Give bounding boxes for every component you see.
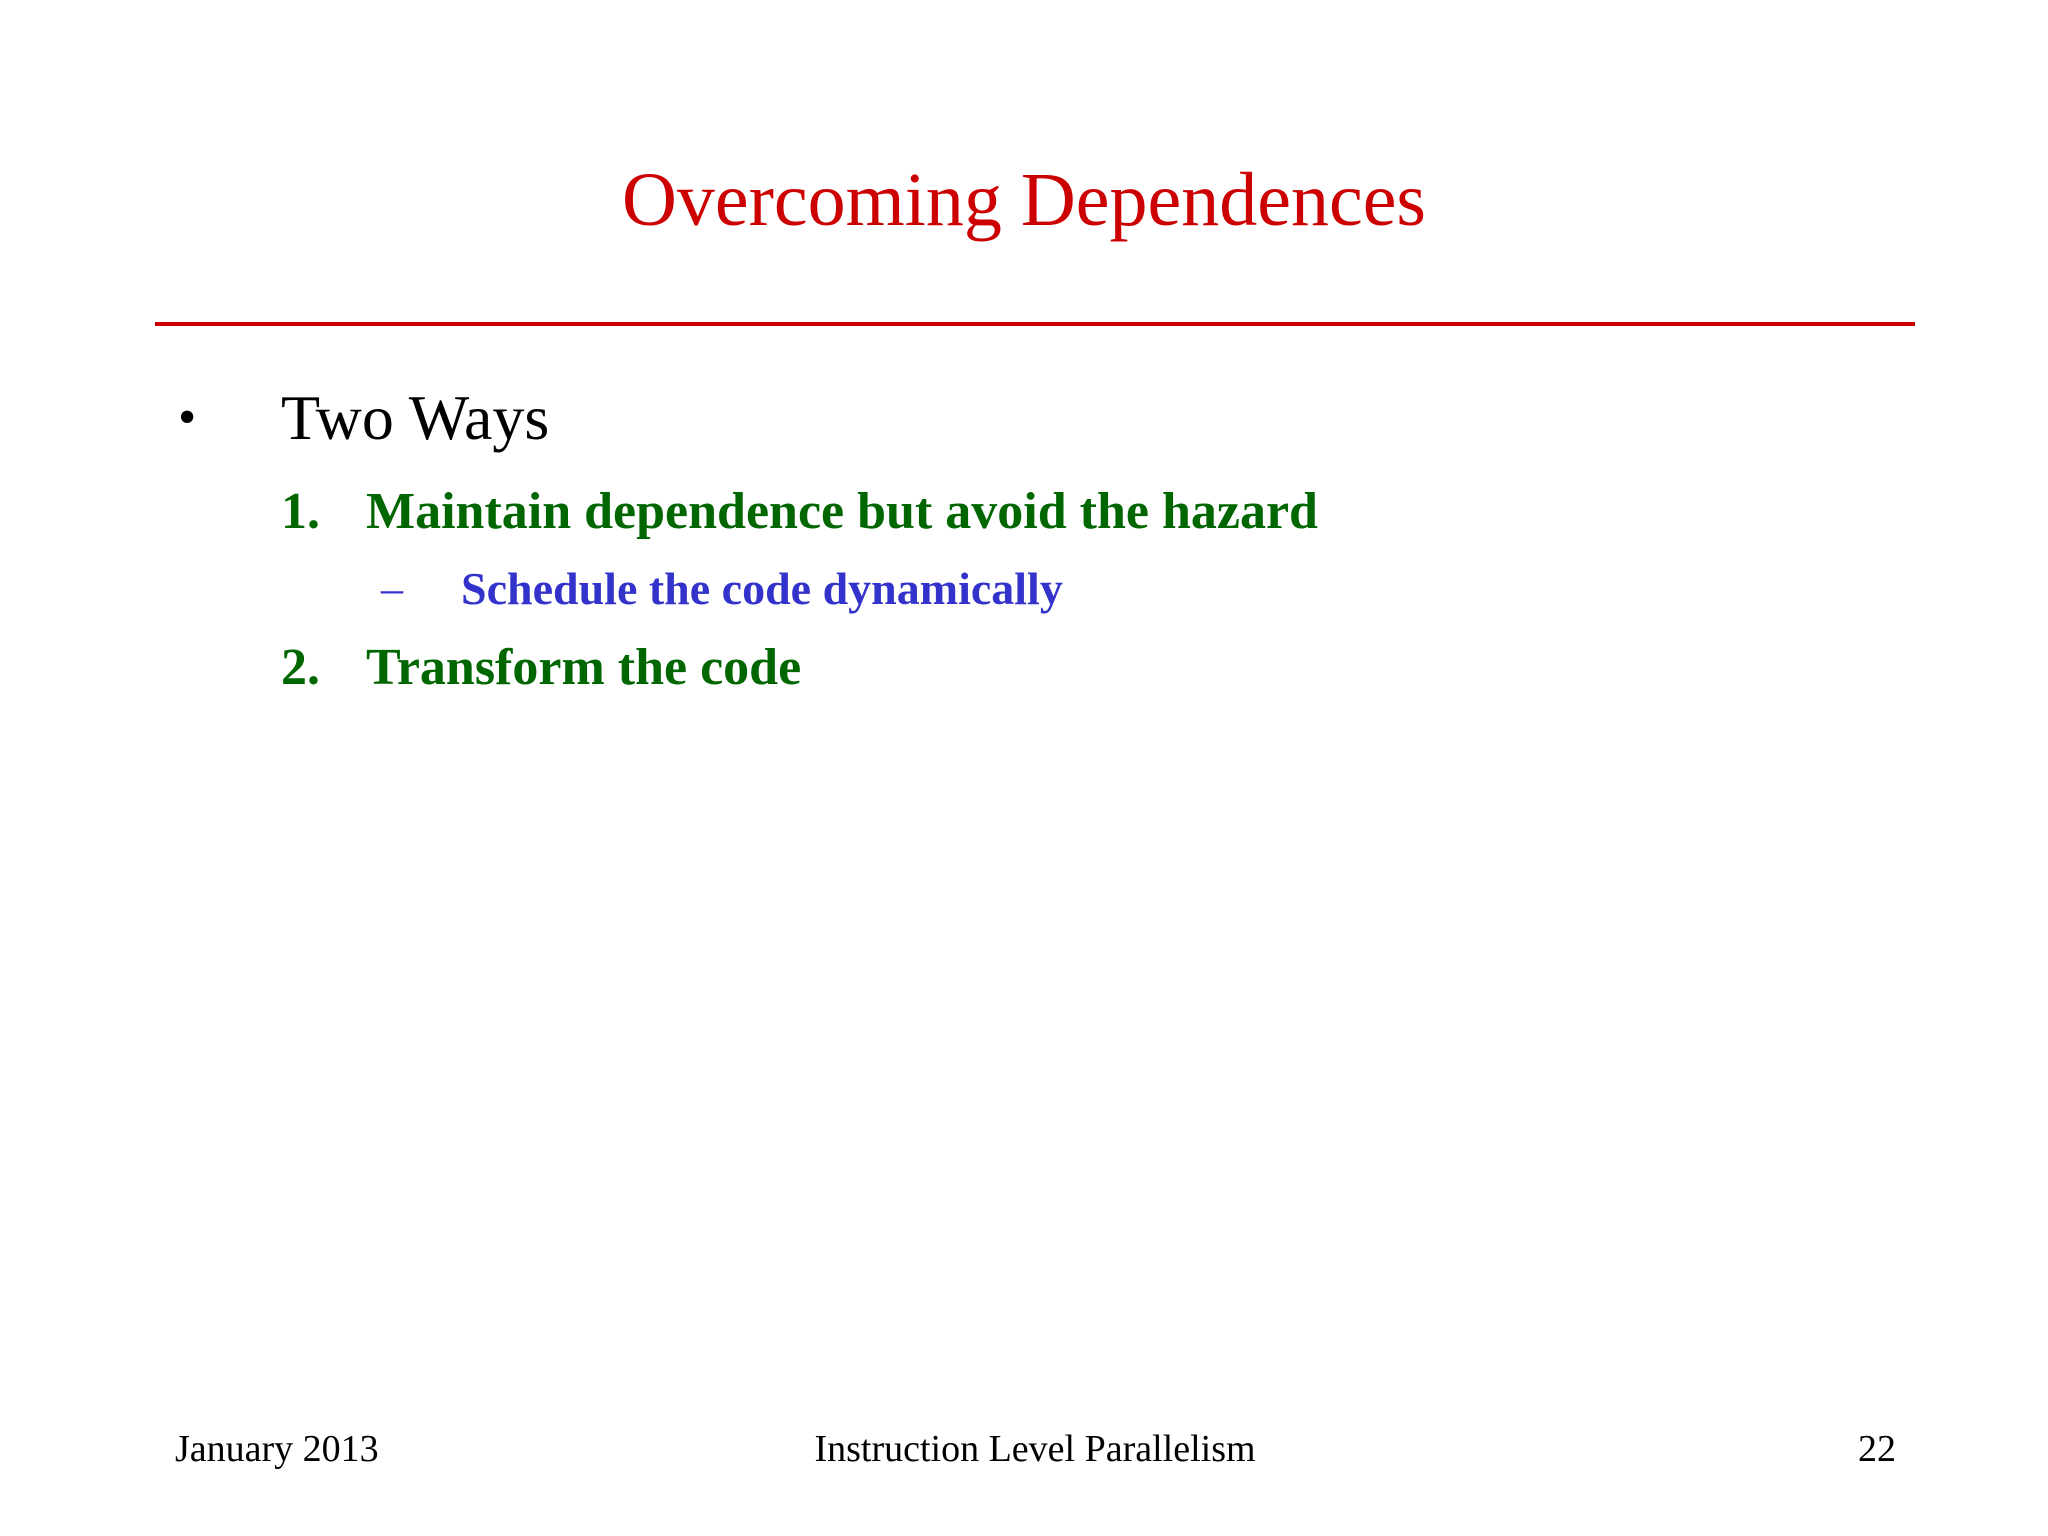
- item-number-2: 2.: [281, 639, 320, 696]
- page-number: 22: [1858, 1428, 1896, 1470]
- bullet-marker: •: [178, 389, 197, 446]
- footer-topic: Instruction Level Parallelism: [814, 1428, 1256, 1470]
- item-text-1: Maintain dependence but avoid the hazard: [366, 483, 1318, 540]
- item-number-1: 1.: [281, 483, 320, 540]
- subitem-text: Schedule the code dynamically: [461, 563, 1063, 614]
- title-divider: [155, 322, 1915, 326]
- footer-date: January 2013: [175, 1428, 379, 1470]
- slide-title: Overcoming Dependences: [621, 158, 1426, 242]
- bullet-text: Two Ways: [281, 382, 550, 453]
- subitem-marker: –: [381, 564, 403, 613]
- item-text-2: Transform the code: [366, 639, 802, 696]
